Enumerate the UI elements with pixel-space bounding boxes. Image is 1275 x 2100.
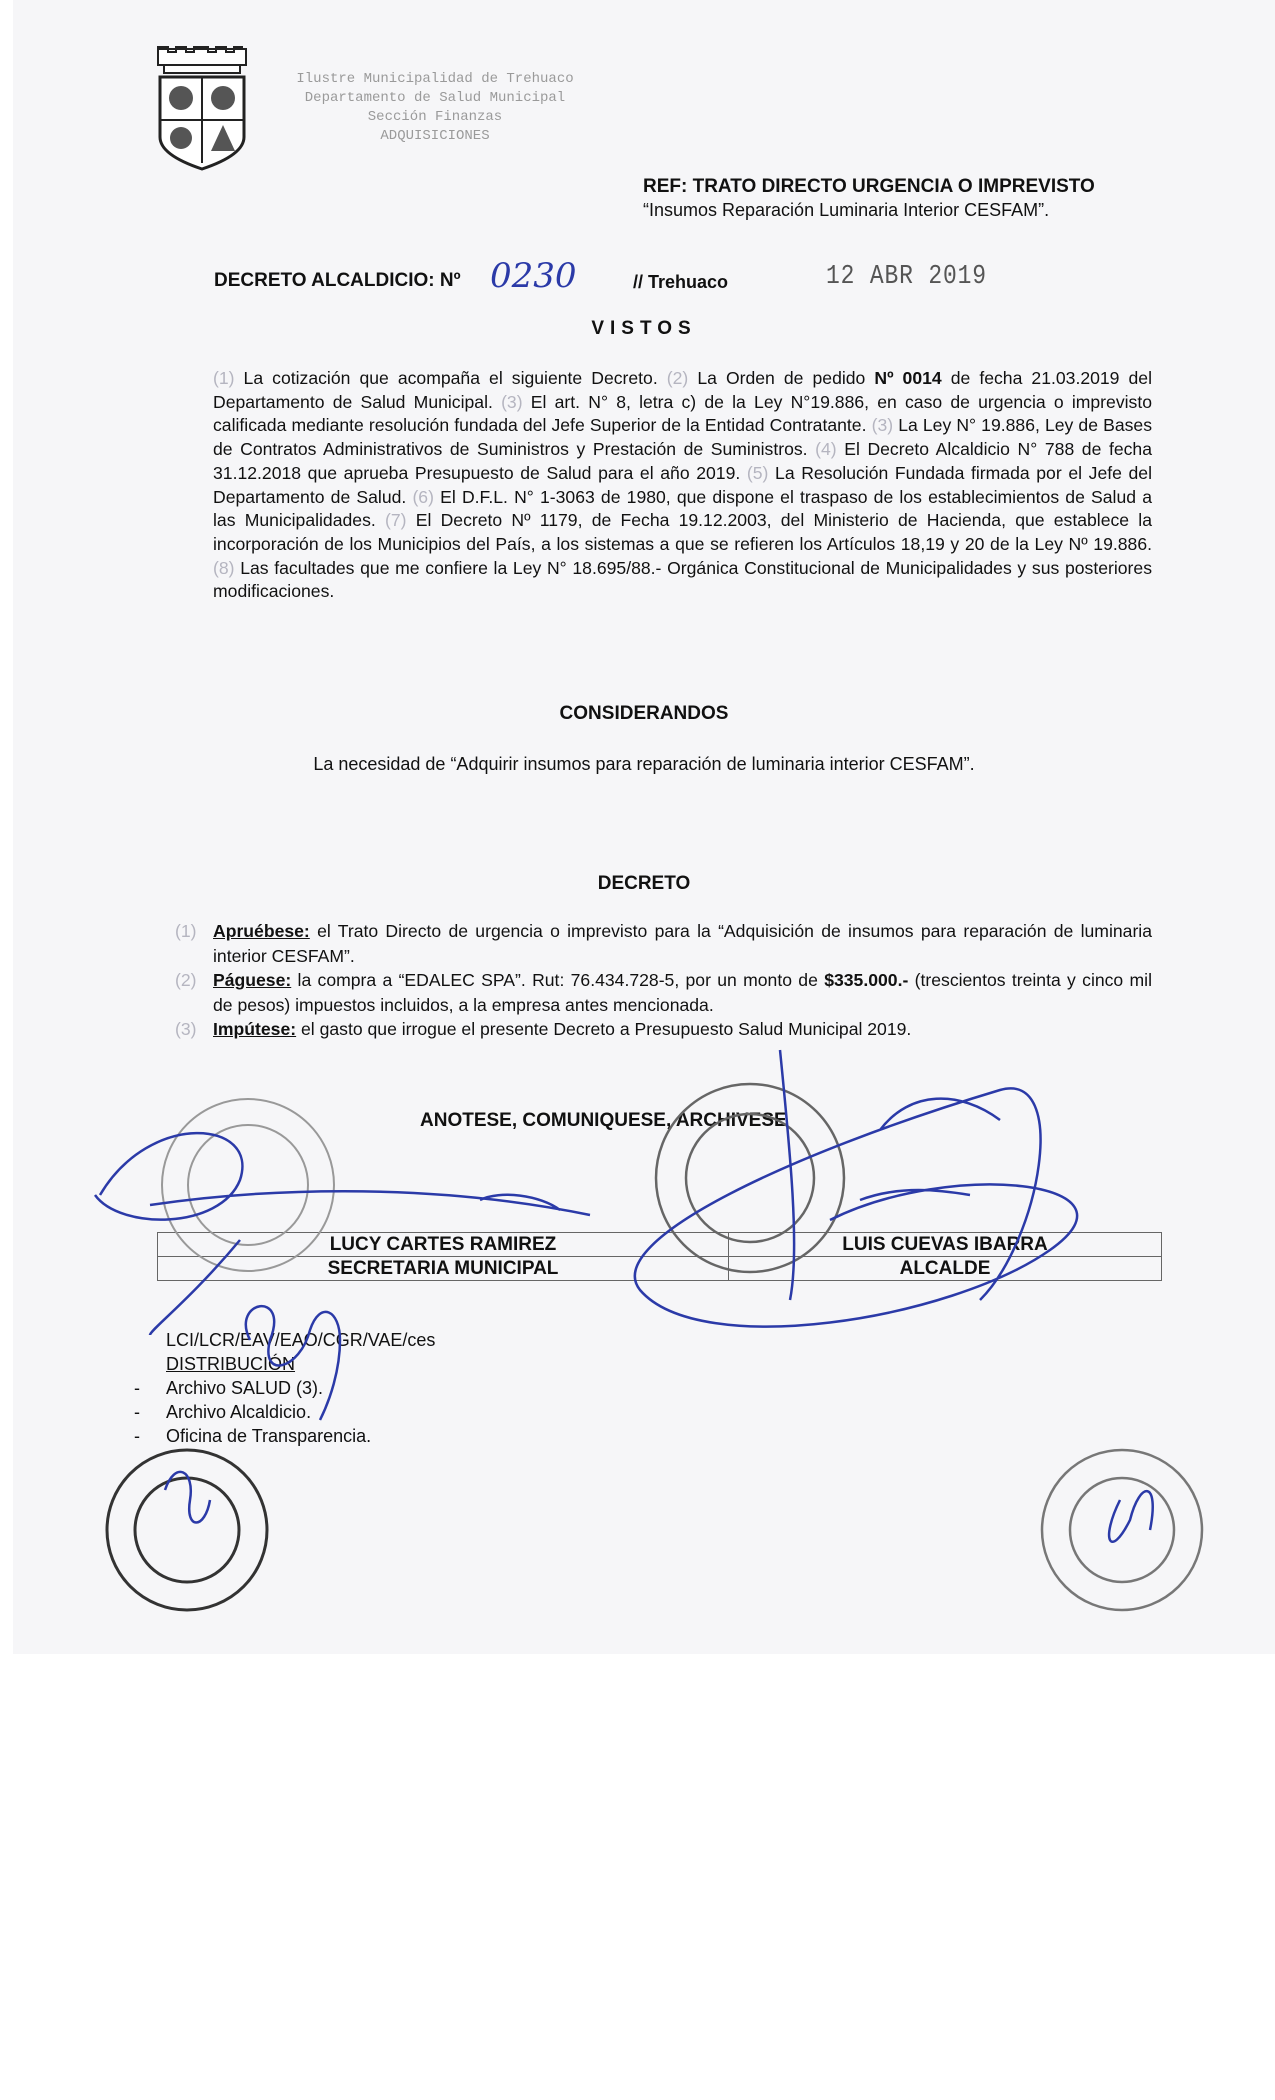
distribution-item: - Oficina de Transparencia. bbox=[134, 1426, 372, 1446]
section-title-considerandos: CONSIDERANDOS bbox=[559, 703, 729, 724]
item-number: (7) bbox=[384, 510, 407, 531]
signer-left-title: SECRETARIA MUNICIPAL bbox=[158, 1257, 729, 1281]
item-number: (1) bbox=[175, 921, 197, 941]
item-label: Impútese: bbox=[213, 1019, 297, 1039]
order-number: Nº 0014 bbox=[874, 368, 942, 388]
decree-place: // Trehuaco bbox=[633, 272, 729, 292]
item-text: El Decreto Alcaldicio N° 788 de fecha 31.12.2018 que aprueba Presupuesto de Salud para el año 2019. bbox=[213, 439, 1152, 483]
letterhead-line: Ilustre Municipalidad de Trehuaco bbox=[296, 71, 574, 87]
item-text: La Resolución Fundada firmada por el Jefe del Departamento de Salud. bbox=[213, 462, 1153, 507]
payment-amount: $335.000.- bbox=[824, 970, 909, 990]
distribution-item: - Archivo SALUD (3). bbox=[134, 1378, 324, 1398]
item-text: el Trato Directo de urgencia o imprevisto para la “Adquisición de insumos para reparación de luminaria interior CESFAM”. bbox=[213, 921, 1152, 966]
letterhead bbox=[250, 70, 620, 146]
signer-left-name: LUCY CARTES RAMIREZ bbox=[158, 1233, 729, 1257]
item-text: El Decreto Nº 1179, de Fecha 19.12.2003, del Ministerio de Hacienda, que establece la incorporación de los Municipios del País, a los sistemas a que se refieren los Artículos 18,19 y 20 de la Ley Nº 19.886. bbox=[213, 510, 1152, 554]
item-text: (trescientos treinta y cinco mil de pesos) impuestos incluidos, a la empresa antes mencionada. bbox=[213, 970, 1152, 1015]
item-number: (3) bbox=[501, 391, 523, 412]
item-text: Las facultades que me confiere la Ley N° 18.695/88.- Orgánica Constitucional de Municipalidades y sus posteriores modificaciones. bbox=[213, 557, 1152, 602]
closing-line: ANOTESE, COMUNIQUESE, ARCHIVESE bbox=[420, 1110, 787, 1131]
item-label: Apruébese: bbox=[213, 921, 310, 941]
decree-number-handwritten: 0230 bbox=[490, 256, 577, 296]
distribution-title: DISTRIBUCIÓN bbox=[166, 1354, 296, 1374]
item-number: (2) bbox=[175, 970, 197, 990]
item-text: de fecha 21.03.2019 del Departamento de Salud Municipal. bbox=[213, 368, 1152, 412]
item-number: (2) bbox=[666, 368, 689, 388]
item-number: (3) bbox=[175, 1019, 197, 1039]
reference-subtitle: “Insumos Reparación Luminaria Interior CESFAM”. bbox=[643, 200, 1050, 220]
letterhead-line: Sección Finanzas bbox=[367, 109, 503, 125]
letterhead-line: Departamento de Salud Municipal bbox=[304, 90, 566, 106]
letterhead-line: ADQUISICIONES bbox=[380, 128, 490, 144]
section-title-decreto: DECRETO bbox=[597, 873, 691, 894]
item-text: la compra a “EDALEC SPA”. Rut: 76.434.728-5, por un monto de bbox=[291, 970, 825, 990]
item-label: Páguese: bbox=[213, 970, 292, 990]
item-number: (4) bbox=[815, 439, 837, 460]
item-number: (1) bbox=[213, 368, 235, 388]
item-text: el gasto que irrogue el presente Decreto a Presupuesto Salud Municipal 2019. bbox=[296, 1019, 912, 1039]
decreto-item bbox=[175, 968, 1152, 1017]
item-number: (8) bbox=[213, 557, 235, 578]
distribution-item: - Archivo Alcaldicio. bbox=[134, 1402, 312, 1422]
distribution-block bbox=[134, 1328, 436, 1448]
decree-label: DECRETO ALCALDICIO: Nº bbox=[214, 270, 461, 291]
reference-title: REF: TRATO DIRECTO URGENCIA O IMPREVISTO bbox=[643, 176, 1095, 197]
vistos-paragraph bbox=[213, 367, 1152, 604]
signature-table bbox=[157, 1232, 1162, 1281]
item-text: La cotización que acompaña el siguiente Decreto. bbox=[234, 368, 667, 388]
item-text: El art. N° 8, letra c) de la Ley N°19.886, en caso de urgencia o imprevisto calificada mediante resolución fundada del Jefe Superior de la Entidad Contratante. bbox=[213, 391, 1152, 436]
item-text: El D.F.L. N° 1-3063 de 1980, que dispone el traspaso de los establecimientos de Salud a las Municipalidades. bbox=[213, 486, 1152, 531]
item-number: (5) bbox=[746, 462, 769, 483]
date-stamp: 12 ABR 2019 bbox=[826, 262, 987, 292]
signer-right-name: LUIS CUEVAS IBARRA bbox=[729, 1233, 1162, 1257]
decreto-items bbox=[175, 919, 1152, 1042]
decreto-item bbox=[175, 919, 1152, 968]
signer-right-title: ALCALDE bbox=[729, 1257, 1162, 1281]
initials: LCI/LCR/EAV/EAO/CGR/VAE/ces bbox=[166, 1330, 436, 1350]
section-title-vistos: VISTOS bbox=[591, 318, 697, 339]
item-number: (3) bbox=[871, 415, 894, 436]
decreto-item bbox=[175, 1017, 1152, 1042]
item-text: La Ley N° 19.886, Ley de Bases de Contratos Administrativos de Suministros y Prestación de Suministros. bbox=[213, 415, 1153, 460]
item-number: (6) bbox=[412, 486, 434, 507]
municipal-crest-logo bbox=[154, 45, 250, 171]
considerandos-text: La necesidad de “Adquirir insumos para reparación de luminaria interior CESFAM”. bbox=[313, 754, 975, 774]
item-text: La Orden de pedido bbox=[688, 368, 875, 388]
